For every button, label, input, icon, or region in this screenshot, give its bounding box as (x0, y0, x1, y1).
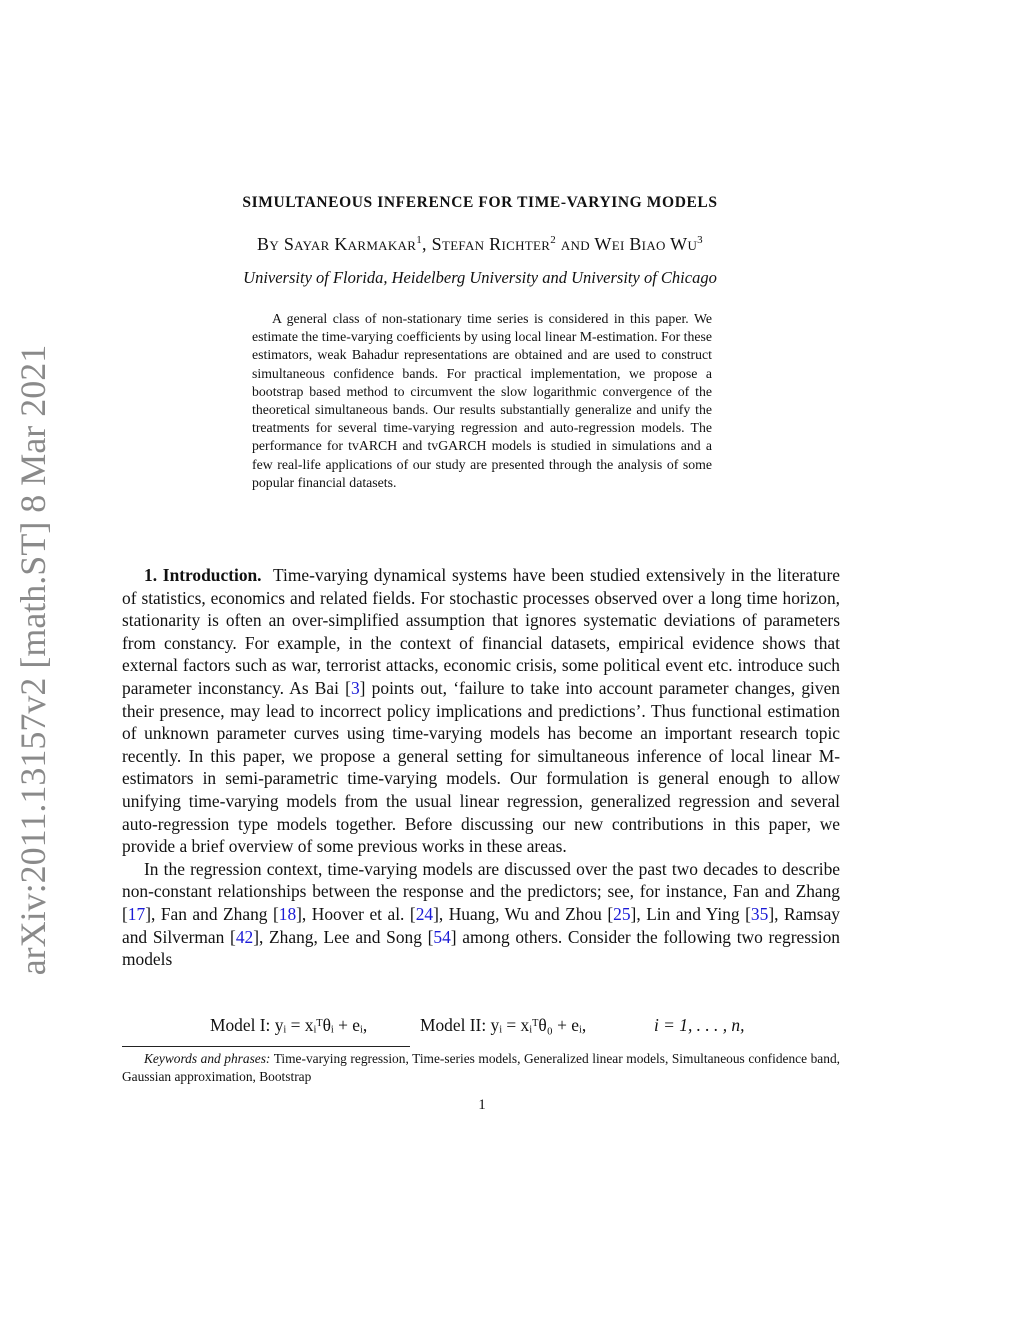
intro-text: ], Ramsay and Silverman [ (122, 903, 840, 947)
paper-title: SIMULTANEOUS INFERENCE FOR TIME-VARYING MODELS (242, 194, 718, 211)
author-wu: Wei Biao Wu (594, 234, 698, 254)
intro-text: ], Zhang, Lee and Song [ (253, 926, 434, 947)
author-sup-1: 1 (416, 234, 423, 246)
footnote-rule (122, 1046, 410, 1047)
citation-link[interactable]: 35 (750, 903, 769, 924)
intro-text: ] points out, ‘failure to take into account parameter changes, given their presence, may lead to incorrect policy implications and predictions’. Thus functional estimation of unknown parameter curves using time-varying models has become an important research topic recently. In this paper, we propose a general setting for simultaneous inference of local linear M-estimators in semi-parametric time-varying models. Our formulation is general enough to allow unifying time-varying models from the usual linear regression, generalized regression and several auto-regression type models together. Before discussing our new contributions in this paper, we provide a brief overview of some previous works in these areas. (122, 677, 840, 857)
intro-text: In the regression context, time-varying models are discussed over the past two decades to describe non-constant relationships between the response and the predictors; see, for instance, Fan and Zhang [ (122, 858, 840, 924)
abstract: A general class of non-stationary time series is considered in this paper. We estimate the time-varying coefficients by using local linear M-estimation. For these estimators, weak Bahadur representations are obtained and are used to construct simultaneous confidence bands. For practical implementation, we propose a bootstrap based method to circumvent the slow logarithmic convergence of the theoretical simultaneous bands. Our results substantially generalize and unify the treatments for several time-varying regression and auto-regression models. The performance for tvARCH and tvGARCH models is studied in simulations and a few real-life applications of our study are presented through the analysis of some popular financial datasets. (252, 311, 712, 490)
intro-text: ], Fan and Zhang [ (145, 903, 279, 924)
author-karmakar: Sayar Karmakar (283, 234, 417, 254)
section-heading: 1. Introduction. (144, 565, 262, 585)
arxiv-identifier: arXiv:2011.13157v2 [math.ST] 8 Mar 2021 (13, 344, 53, 976)
citation-link[interactable]: 17 (127, 903, 146, 924)
author-sup-3: 3 (697, 234, 703, 246)
keywords-label: Keywords and phrases: (144, 1051, 271, 1066)
author-richter: Stefan Richter (431, 234, 551, 254)
citation-link[interactable]: 54 (433, 926, 451, 947)
citation-link[interactable]: 25 (613, 903, 631, 924)
page-number: 1 (478, 1097, 486, 1113)
index-range: i = 1, . . . , n, (654, 1015, 745, 1035)
affiliations: University of Florida, Heidelberg University and University of Chicago (243, 268, 717, 287)
keywords-footnote (122, 1050, 840, 1085)
intro-text: ], Huang, Wu and Zhou [ (433, 903, 614, 924)
intro-text: ] among others. Consider the following two regression models (122, 926, 840, 970)
keywords-text: Time-varying regression, Time-series models, Generalized linear models, Simultaneous confidence band, Gaussian approximation, Bootstrap (122, 1051, 840, 1084)
intro-text: Time-varying dynamical systems have been studied extensively in the literature of statistics, economics and related fields. For stochastic processes observed over a long time horizon, stationarity is often an over-simplified assumption that ignores systematic deviations of parameters from constancy. For example, in the context of financial datasets, empirical evidence shows that external factors such as war, terrorist attacks, economic crisis, some political event etc. introduce such parameter inconstancy. As Bai [ (122, 565, 840, 698)
citation-link[interactable]: 18 (278, 903, 297, 924)
and-word: and (560, 234, 590, 254)
author-sup-2: 2 (550, 234, 557, 246)
model-2-equation: Model II: yᵢ = xᵢᵀθ₀ + eᵢ, (420, 1015, 587, 1035)
introduction-section (122, 564, 840, 971)
author-line: By Sayar Karmakar$^1$, Stefan Richter$^2$ and Wei Biao Wu$^3$ (257, 234, 703, 254)
by-word: By (257, 234, 280, 254)
intro-paragraph-1 (122, 564, 840, 858)
model-1-equation: Model I: yᵢ = xᵢᵀθᵢ + eᵢ, (210, 1015, 368, 1035)
intro-paragraph-2 (122, 858, 840, 971)
intro-text: ], Lin and Ying [ (630, 903, 751, 924)
intro-text: ], Hoover et al. [ (296, 903, 416, 924)
citation-link[interactable]: 42 (235, 926, 254, 947)
citation-link[interactable]: 3 (350, 677, 360, 698)
citation-link[interactable]: 24 (415, 903, 434, 924)
